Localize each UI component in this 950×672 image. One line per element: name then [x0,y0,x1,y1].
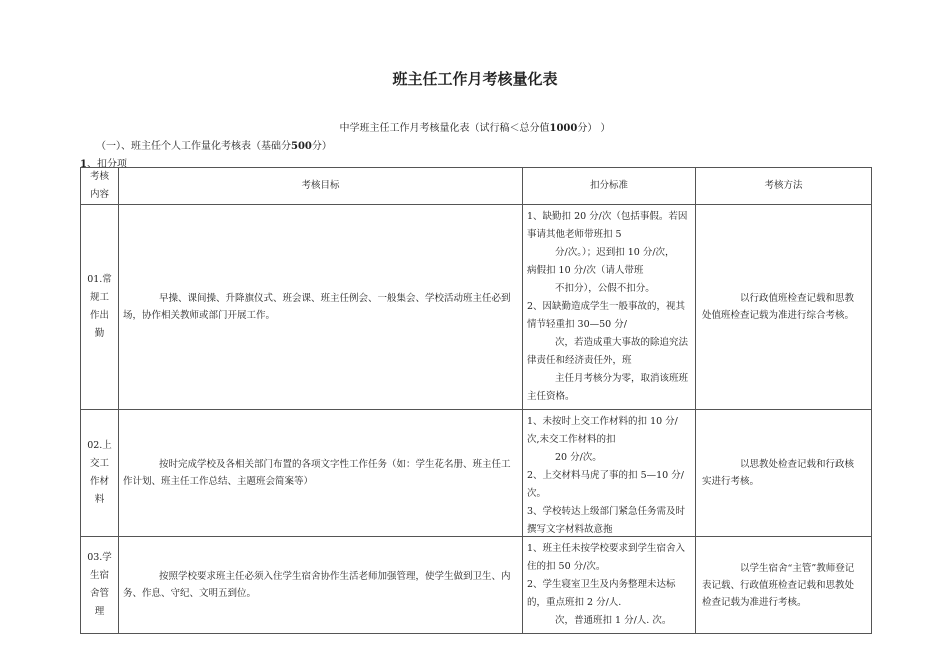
row-standard-cell: 1、缺勤扣 20 分/次（包括事假。若因 事请其他老师带班扣 5 分/次。）；迟到扣 10 分/次， 病假扣 10 分/次（请人带班 不扣分），公假不扣分。 2、因缺勤造成学生一般事故的，视其 情节轻重扣 30—50 分/ 次，若造成重大事故的除追究法 律责任和经济责任外，班 主任月考核分为零，取消该班班 主任资格。 [523,205,696,410]
assessment-table [80,167,872,634]
row-method-cell: 以学生宿舍“主管”教师登记表记载、行政值班检查记载和思教处检查记载为准进行考核。 [696,537,872,634]
header-goal: 考核目标 [119,168,523,205]
subtitle-prefix: 中学班主任工作月考核量化表（试行稿＜总分值 [339,123,550,134]
header-standard: 扣分标准 [523,168,696,205]
row-content-cell: 02.上 交工 作材 料 [81,410,119,537]
row-goal-cell: 早操、课间操、升降旗仪式、班会课、班主任例会、一般集会、学校活动班主任必到场，协作相关教师或部门开展工作。 [119,205,523,410]
row-method-cell: 以思教处检查记载和行政核实进行考核。 [696,410,872,537]
header-method: 考核方法 [696,168,872,205]
subtitle-total: 1000 [549,123,578,134]
table-row [81,410,872,537]
section-suffix: 分） [311,141,332,152]
row-standard-cell: 1、未按时上交工作材料的扣 10 分/ 次,未交工作材料的扣 20 分/次。 2、上交材料马虎了事的扣 5—10 分/ 次。 3、学校转达上级部门紧急任务需及时 撰写文字材料故意拖 [523,410,696,537]
header-content: 考核 内容 [81,168,119,205]
row-standard-cell: 1、班主任未按学校要求到学生宿舍入 住的扣 50 分/次。 2、学生寝室卫生及内务整理未达标 的，重点班扣 2 分/人. 次，普通班扣 1 分/人. 次。 [523,537,696,634]
row-content-cell: 03.学 生宿 舍管 理 [81,537,119,634]
subtitle-suffix: 分） ） [577,123,611,134]
table-row [81,205,872,410]
page-title: 班主任工作月考核量化表 [392,70,558,88]
row-method-cell: 以行政值班检查记载和思教处值班检查记载为准进行综合考核。 [696,205,872,410]
row-content-cell: 01.常 规工 作出 勤 [81,205,119,410]
row-goal-cell: 按照学校要求班主任必须入住学生宿舍协作生活老师加强管理，使学生做到卫生、内务、作息、守纪、文明五到位。 [119,537,523,634]
section-heading [96,137,332,152]
row-goal-cell: 按时完成学校及各相关部门布置的各项文字性工作任务（如：学生花名册、班主任工作计划、班主任工作总结、主题班会简案等） [119,410,523,537]
table-header-row [81,168,872,205]
section-prefix: （一）、班主任个人工作量化考核表（基础分 [96,141,291,152]
subtitle [0,119,950,134]
table-row [81,537,872,634]
item-number: 1 [80,159,87,170]
item-label: 、扣分项 [86,159,127,170]
section-base-score: 500 [291,141,312,152]
